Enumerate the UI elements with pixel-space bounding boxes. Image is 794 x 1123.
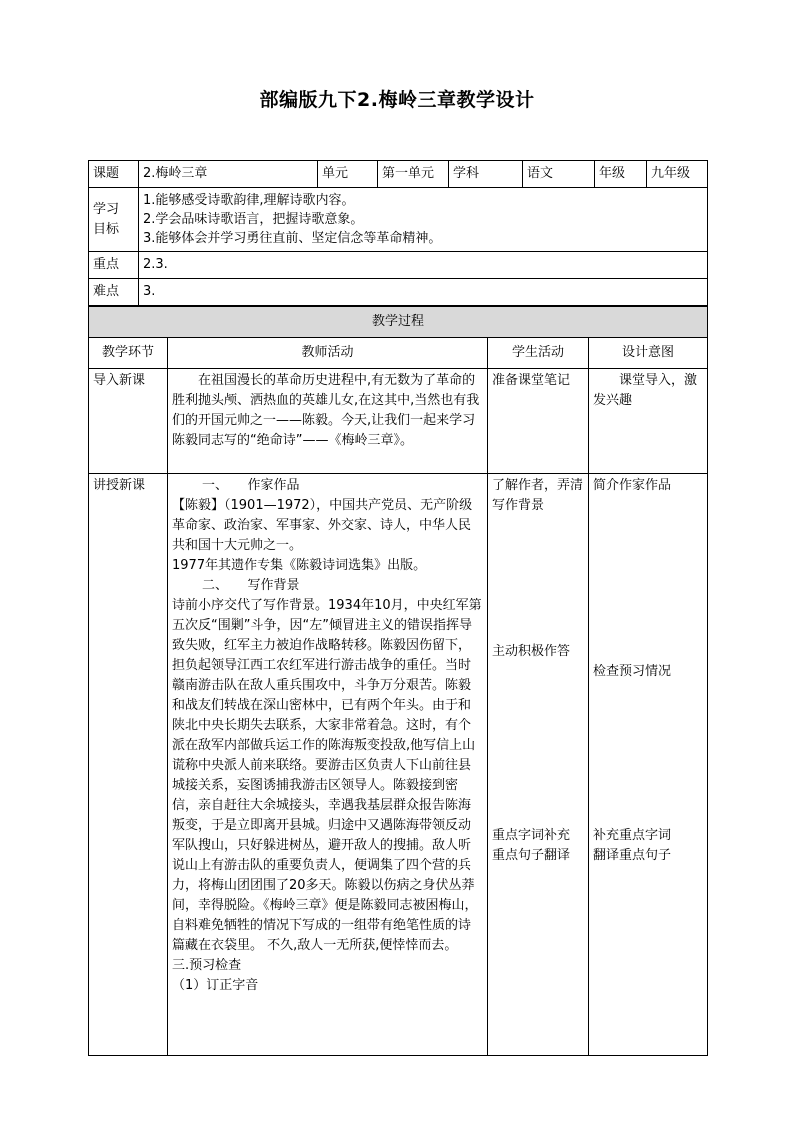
header-stage: 教学环节 xyxy=(89,338,168,369)
header-intent: 设计意图 xyxy=(589,338,708,369)
grade-label: 年级 xyxy=(595,161,647,188)
difficulty-value: 3. xyxy=(139,279,708,306)
goal-item: 1.能够感受诗歌韵律,理解诗歌内容。 xyxy=(143,193,355,208)
key-label: 重点 xyxy=(89,252,139,279)
header-student: 学生活动 xyxy=(488,338,589,369)
lesson-stage: 讲授新课 xyxy=(89,474,168,1056)
grade-value: 九年级 xyxy=(647,161,708,188)
lesson-student xyxy=(488,474,589,1056)
unit-label: 单元 xyxy=(318,161,378,188)
intro-teacher xyxy=(168,369,488,474)
goals-label-line: 学习 xyxy=(93,201,120,217)
section-heading: 二、 写作背景 xyxy=(202,578,300,593)
goal-item: 3.能够体会并学习勇往直前、坚定信念等革命精神。 xyxy=(143,231,442,246)
key-value: 2.3. xyxy=(139,252,708,279)
student-activity-2: 主动积极作答 xyxy=(492,644,571,659)
design-intent-3a: 补充重点字词 xyxy=(593,828,672,843)
header-teacher: 教师活动 xyxy=(168,338,488,369)
author-intro: 【陈毅】（1901—1972），中国共产党员、无产阶级革命家、政治家、军事家、外交家、诗人，中华人民共和国十大元帅之一。 xyxy=(172,498,473,553)
goal-item: 2.学会品味诗歌语言，把握诗歌意象。 xyxy=(143,212,364,227)
background-text: 诗前小序交代了写作背景。1934年10月，中央红军第五次反“围剿”斗争，因“左”倾冒进主义的错误指挥导致失败，红军主力被迫作战略转移。陈毅因伤留下，担负起领导江西工农红军进行游击战争的重任。当时赣南游击队在敌人重兵围攻中，斗争万分艰苦。陈毅和战友们转战在深山密林中，已有两个年头。由于和陕北中央长期失去联系，大家非常着急。这时，有个派在敌军内部做兵运工作的陈海叛变投敌,他写信上山谎称中央派人前来联络。要游击区负责人下山前往县城接关系，妄图诱捕我游击区领导人。陈毅接到密信，亲自赶往大余城接头，幸遇我基层群众报告陈海叛变，于是立即离开县城。归途中又遇陈海带领反动军队搜山，只好躲进树丛，避开敌人的搜捕。敌人听说山上有游击队的重要负责人，便调集了四个营的兵力，将梅山团团围了20多天。陈毅以伤病之身伏丛莽间，幸得脱险。《梅岭三章》便是陈毅同志被困梅山，自料难免牺牲的情况下写成的一组带有绝笔性质的诗篇藏在衣袋里。 不久,敌人一无所获,便悻悻而去。 xyxy=(172,598,482,953)
section-heading: 三.预习检查 xyxy=(172,958,242,973)
design-intent-1: 简介作家作品 xyxy=(593,478,672,493)
design-intent-2: 检查预习情况 xyxy=(593,664,672,679)
difficulty-label: 难点 xyxy=(89,279,139,306)
lesson-teacher xyxy=(168,474,488,1056)
subject-label: 学科 xyxy=(449,161,523,188)
lesson-intent xyxy=(589,474,708,1056)
section-heading: 一、 作家作品 xyxy=(202,478,300,493)
student-activity-3a: 重点字词补充 xyxy=(492,828,571,843)
unit-value: 第一单元 xyxy=(378,161,449,188)
intro-stage: 导入新课 xyxy=(89,369,168,474)
intro-student: 准备课堂笔记 xyxy=(488,369,589,474)
document-title: 部编版九下2.梅岭三章教学设计 xyxy=(259,89,535,111)
works-note: 1977年其遗作专集《陈毅诗词选集》出版。 xyxy=(172,558,427,573)
course-value: 2.梅岭三章 xyxy=(139,161,318,188)
process-table xyxy=(88,306,708,1056)
course-label: 课题 xyxy=(89,161,139,188)
student-activity-1: 了解作者，弄清写作背景 xyxy=(492,478,584,513)
goals-label-line: 目标 xyxy=(93,221,120,237)
design-intent-3b: 翻译重点句子 xyxy=(593,848,672,863)
process-section-title: 教学过程 xyxy=(89,307,708,338)
goals-cell xyxy=(139,188,708,252)
goals-label xyxy=(89,188,139,252)
student-activity-3b: 重点句子翻译 xyxy=(492,848,571,863)
intro-intent: 课堂导入，激发兴趣 xyxy=(589,369,708,474)
intro-teacher-text: 在祖国漫长的革命历史进程中,有无数为了革命的胜利抛头颅、洒热血的英雄儿女,在这其中,当然也有我们的开国元帅之一——陈毅。今天,让我们一起来学习陈毅同志写的“绝命诗”——《梅岭三章》。 xyxy=(172,373,480,448)
info-table xyxy=(88,160,708,306)
subsection-heading: （1）订正字音 xyxy=(172,978,259,993)
subject-value: 语文 xyxy=(523,161,595,188)
